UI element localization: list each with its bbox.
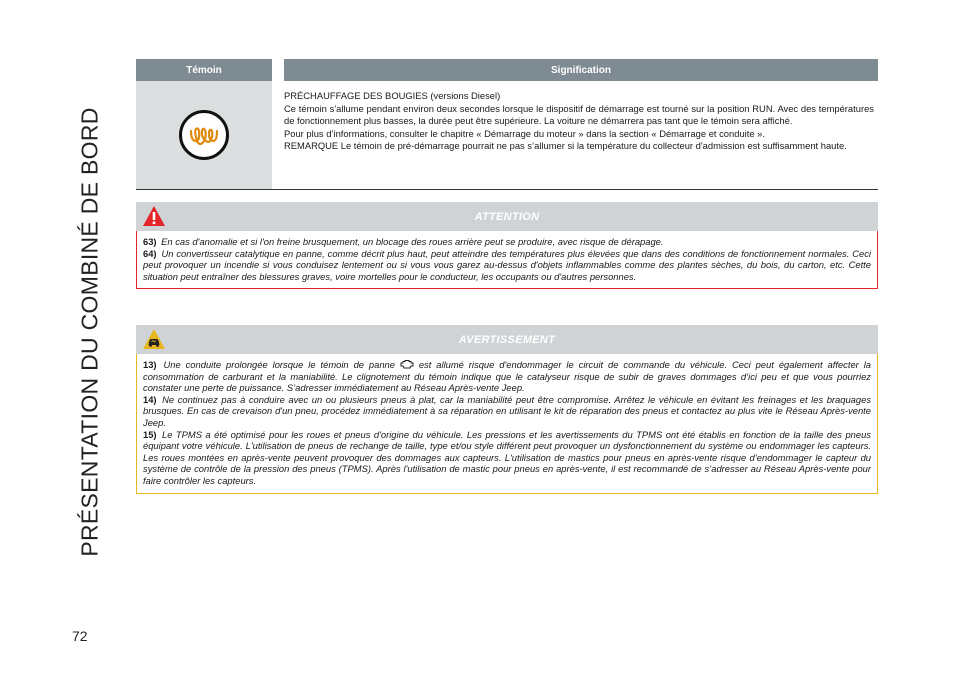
chapter-side-title <box>70 52 110 612</box>
car-damage-icon <box>142 327 166 351</box>
table-row <box>136 81 878 190</box>
table-header <box>136 59 878 81</box>
warning-triangle-icon <box>142 204 166 228</box>
warning-title: AVERTISSEMENT <box>458 333 556 346</box>
indicator-more-info: Pour plus d’informations, consulter le chapitre « Démarrage du moteur » dans la section « Démarrage et conduite ». <box>284 127 765 139</box>
attention-body <box>136 231 878 289</box>
indicator-note: REMARQUE Le témoin de pré-démarrage pourrait ne pas s’allumer si la température du collecteur d'admission est suffisamment haute. <box>284 140 847 152</box>
warning-header <box>136 325 878 354</box>
attention-title: ATTENTION <box>474 210 540 223</box>
indicator-title: PRÉCHAUFFAGE DES BOUGIES (versions Diesel) <box>284 90 501 101</box>
page-number: 72 <box>72 628 88 644</box>
warning-item: 14) Ne continuez pas à conduire avec un ou plusieurs pneus à plat, car la maniabilité peut être compromise. Arrêtez le véhicule en évitant les freinages et les braquages brusques. En cas de crevaison d'un pneu, procédez immédiatement à sa réparation en utilisant le kit de réparation des pneus et contactez au plus vite le Réseau Après-vente Jeep. <box>143 393 872 428</box>
indicator-cell <box>136 81 272 189</box>
attention-item: 64) Un convertisseur catalytique en panne, comme décrit plus haut, peut atteindre des températures plus élevées que dans des conditions de fonctionnement normales. Ceci peut provoquer un incendie si vous conduisez lentement ou si vous vous garez au-dessus d'objets inflammables comme des plantes sèches, du bois, du carton, etc. Cette situation peut entraîner des blessures graves, voire mortelles pour le conducteur, les occupants ou d'autres personnes. <box>143 247 871 282</box>
column-header-temoin: Témoin <box>136 59 272 81</box>
warning-item: 15) Le TPMS a été optimisé pour les roues et pneus d'origine du véhicule. Les pressions et les avertissements du TPMS ont été établis en fonction de la taille des pneus équipant votre véhicule. L'utilisation de pneus de rechange de taille, type et/ou style différent peut provoquer un dysfonctionnement du système ou endommager les capteurs. Les roues montées en après-vente peuvent provoquer des dommages aux capteurs. L'utilisation de mastics pour pneus en après-vente risque d’endommager le capteur du système de contrôle de la pression des pneus (TPMS). Après l'utilisation de mastic pour pneus en après-vente, il est recommandé de s’adresser au Réseau Après-vente pour faire contrôler les capteurs. <box>143 428 871 486</box>
chapter-side-title-text: PRÉSENTATION DU COMBINÉ DE BORD <box>76 107 103 557</box>
warning-box <box>136 325 878 494</box>
engine-check-icon <box>400 359 414 369</box>
warning-item: 13) Une conduite prolongée lorsque le témoin de panne est allumé risque d'endommager le circuit de commande du véhicule. Ceci peut également affecter la consommation de carburant et la maniabilité. Le clignotement du témoin indique que le catalyseur risque de subir de graves dommages d’ici peu et que vous pourriez constater une perte de puissance. S’adresser immédiatement au Réseau Après-vente Jeep. <box>143 359 872 394</box>
meaning-cell <box>284 81 878 189</box>
glow-plug-coil-icon <box>179 110 229 160</box>
indicator-description: Ce témoin s'allume pendant environ deux secondes lorsque le dispositif de démarrage est tourné sur la position RUN. Avec des températures de fonctionnement plus basses, la durée peut être supérieure. La voiture ne démarrera pas tant que le témoin sera affiché. <box>284 102 874 127</box>
attention-header <box>136 202 878 231</box>
warning-body <box>136 354 878 494</box>
attention-box <box>136 202 878 289</box>
indicator-table <box>136 59 878 190</box>
attention-item: 63) En cas d'anomalie et si l'on freine brusquement, un blocage des roues arrière peut se produire, avec risque de dérapage. <box>143 236 664 247</box>
column-header-signification: Signification <box>284 59 878 81</box>
